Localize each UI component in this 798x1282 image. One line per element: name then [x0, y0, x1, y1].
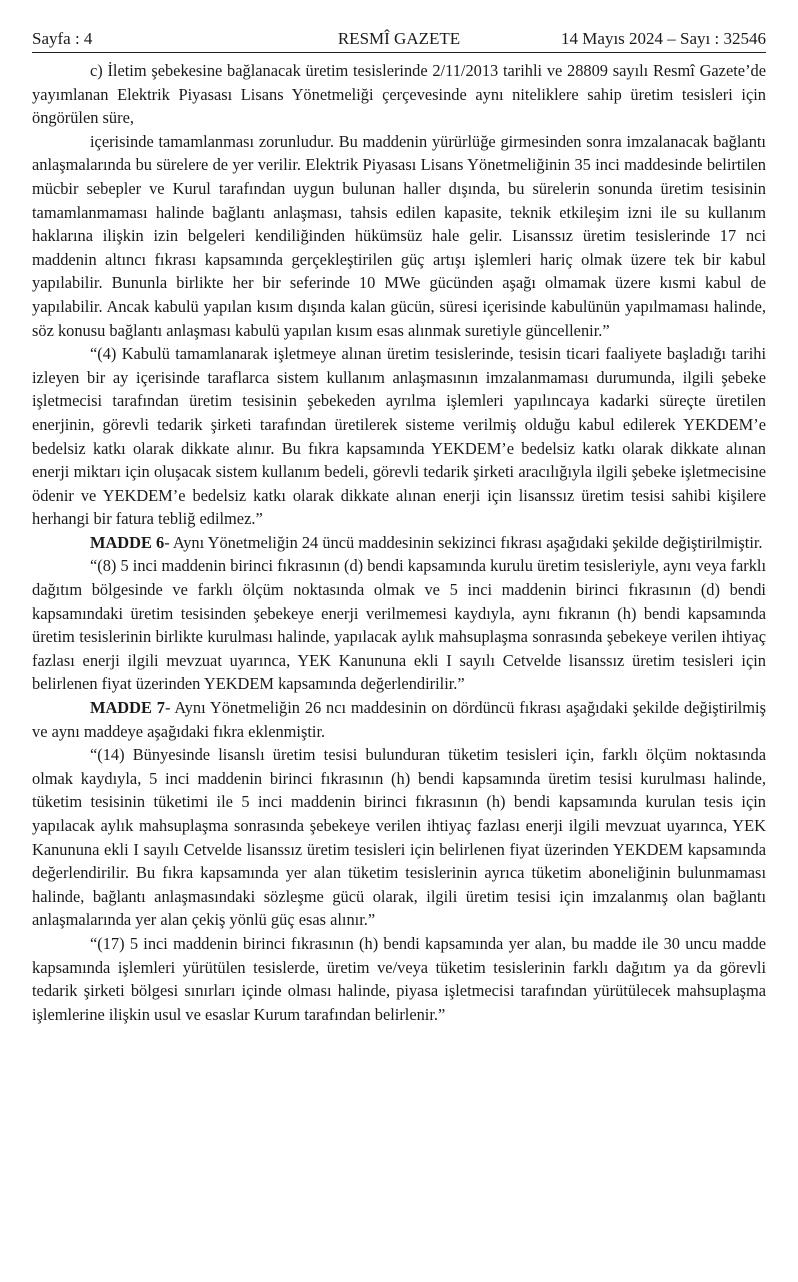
- paragraph-c: c) İletim şebekesine bağlanacak üretim tesislerinde 2/11/2013 tarihli ve 28809 sayılı Resmî Gazete’de yayımlanan Elektrik Piyasası Lisans Yönetmeliği çerçevesinde aynı niteliklere sahip üretim tesisleri için öngörülen süre,: [32, 61, 766, 128]
- header-rule: [32, 52, 766, 53]
- article-7-heading: MADDE 7: [90, 698, 165, 718]
- article-6-heading: MADDE 6: [90, 532, 165, 552]
- article-7: MADDE 7- Aynı Yönetmeliğin 26 ncı maddesinin on dördüncü fıkrası aşağıdaki şekilde değiştirilmiş ve aynı maddeye aşağıdaki fıkra eklenmiştir.: [32, 698, 766, 741]
- paragraph-17: “(17) 5 inci maddenin birinci fıkrasının (h) bendi kapsamında yer alan, bu madde ile 30 uncu madde kapsamında işlemleri yürütülen tesislerde, üretim ve/veya tüketim tesislerinin farklı dağıtım ya da görevli tedarik şirketi bölgesi sınırları içinde olması halinde, piyasa işletmecisi tarafından yürütülecek mahsuplaşma işlemlerine ilişkin usul ve esaslar Kurum tarafından belirlenir.”: [32, 933, 766, 1024]
- issue-date: 14 Mayıs 2024 – Sayı : 32546: [561, 29, 766, 48]
- page-header: [32, 26, 766, 52]
- gazette-title: RESMÎ GAZETE: [337, 29, 461, 48]
- paragraph-4: “(4) Kabulü tamamlanarak işletmeye alınan üretim tesislerinde, tesisin ticari faaliyete başladığı tarihi izleyen bir ay içerisinde taraflarca sistem kullanım anlaşmasının imzalanmaması durumunda, ilgili şebeke işletmecisi tarafından üretim tesisinin şebekeden ayrılma işlemleri yapılıncaya kadarki süreçte üretilen enerjinin, görevli tedarik şirketi tarafından üretilerek sisteme verilmiş olduğu kabul edilerek YEKDEM’e bedelsiz katkı olarak dikkate alınır. Bu fıkra kapsamında YEKDEM’e bedelsiz katkı olarak dikkate alınan enerji miktarı için oluşacak sistem kullanım bedeli, görevli tedarik şirketi aracılığıyla ilgili şebeke işletmecisine ödenir ve YEKDEM’e bedelsiz katkı olarak dikkate alınan enerji için lisanssız üretim tesisi sahibi kişilere herhangi bir fatura tebliğ edilmez.”: [32, 344, 766, 529]
- paragraph-14: “(14) Bünyesinde lisanslı üretim tesisi bulunduran tüketim tesisleri için, farklı ölçüm noktasında olmak kaydıyla, 5 inci maddenin birinci fıkrasının (h) bendi kapsamında üretim tesisi kurulması halinde, tüketim tesisinin tüketimi ile 5 inci maddenin birinci fıkrasının (h) bendi kapsamında kurulan tesis için yapılacak aylık mahsuplaşma sonrasında şebekeye verilen ihtiyaç fazlası enerji ilgili mevzuat uyarınca, YEK Kanununa ekli I sayılı Cetvelde lisanssız üretim tesisleri için belirlenen fiyat üzerinden YEKDEM kapsamında değerlendirilir. Bu fıkra kapsamında yer alan tüketim tesislerinin ayrıca tüketim aboneliğinin bulunmaması halinde, bağlantı anlaşmasındaki sözleşme gücü olarak, ilgili üretim tesisi için imzalanmış olan bağlantı anlaşmalarında yer alan çekiş yönlü güç esas alınır.”: [32, 745, 766, 930]
- article-6: MADDE 6- Aynı Yönetmeliğin 24 üncü maddesinin sekizinci fıkrası aşağıdaki şekilde değiştirilmiştir.: [90, 532, 763, 552]
- document-body: [32, 59, 766, 1026]
- paragraph-completion-deadline: içerisinde tamamlanması zorunludur. Bu maddenin yürürlüğe girmesinden sonra imzalanacak bağlantı anlaşmalarında bu sürelere de yer verilir. Elektrik Piyasası Lisans Yönetmeliğinin 35 inci maddesinde belirtilen mücbir sebepler ve Kurul tarafından uygun bulunan haller dışında, bu sürelerin sonunda üretim tesisinin tamamlanmaması halinde bağlantı anlaşması, tahsis edilen kapasite, teknik etkileşim izni ile su kullanım haklarına ilişkin izin belgeleri kendiliğinden hükümsüz hale gelir. Lisanssız üretim tesislerinde 17 nci maddenin altıncı fıkrası kapsamında gerçekleştirilen güç artışı işlemleri hariç olmak üzere tek bir kabul yapılabilir. Bununla birlikte her bir seferinde 10 MWe gücünden aşağı olmamak üzere kısmi kabul de yapılabilir. Ancak kabulü yapılan kısım dışında kalan gücün, süresi içerisinde kabulünün yapılmaması halinde, söz konusu bağlantı anlaşması kabulü yapılan kısım esas alınmak suretiyle güncellenir.”: [32, 131, 766, 340]
- page-number: Sayfa : 4: [32, 29, 93, 48]
- paragraph-8: “(8) 5 inci maddenin birinci fıkrasının (d) bendi kapsamında kurulu üretim tesisleriyle, aynı veya farklı dağıtım bölgesinde ve farklı ölçüm noktasında olmak ve 5 inci maddenin birinci fıkrasının (d) bendi kapsamındaki üretim tesisinden şebekeye enerji verilmemesi kaydıyla, aynı fıkranın (h) bendi kapsamında üretim tesislerinin birlikte kurulması halinde, yapılacak aylık mahsuplaşma sonrasında şebekeye verilen ihtiyaç fazlası enerji ilgili mevzuat uyarınca, YEK Kanununa ekli I sayılı Cetvelde lisanssız üretim tesisleri için belirlenen fiyat üzerinden YEKDEM kapsamında değerlendirilir.”: [32, 556, 766, 694]
